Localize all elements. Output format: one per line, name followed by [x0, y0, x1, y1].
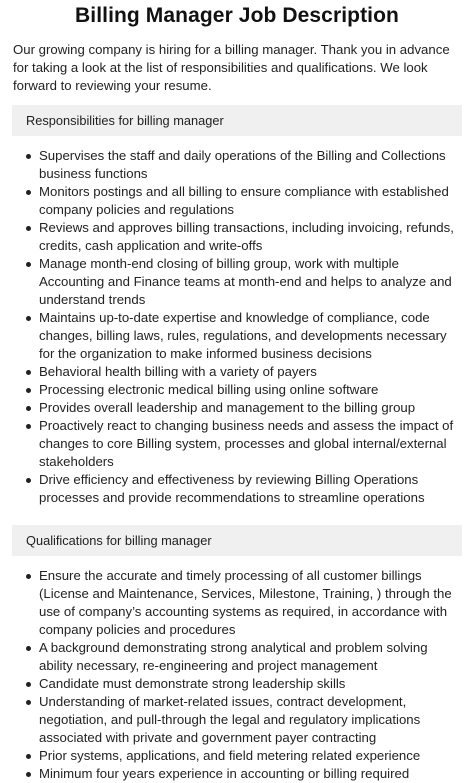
- page-title: Billing Manager Job Description: [75, 4, 399, 27]
- list-item: Minimum four years experience in accounting or billing required: [12, 765, 462, 783]
- list-item: Behavioral health billing with a variety of payers: [12, 363, 462, 381]
- responsibilities-list: [12, 147, 462, 507]
- list-item: Monitors postings and all billing to ensure compliance with established company policies and regulations: [12, 183, 462, 219]
- list-item: Supervises the staff and daily operations of the Billing and Collections business functions: [12, 147, 462, 183]
- list-item: Manage month-end closing of billing group, work with multiple Accounting and Finance teams at month-end and helps to analyze and understand trends: [12, 255, 462, 309]
- qualifications-heading: Qualifications for billing manager: [12, 525, 462, 556]
- list-item: Proactively react to changing business needs and assess the impact of changes to core Billing system, processes and global internal/external stakeholders: [12, 417, 462, 471]
- responsibilities-heading: Responsibilities for billing manager: [12, 105, 462, 136]
- list-item: Prior systems, applications, and field metering related experience: [12, 747, 462, 765]
- list-item: A background demonstrating strong analytical and problem solving ability necessary, re-engineering and project management: [12, 639, 462, 675]
- list-item: Processing electronic medical billing using online software: [12, 381, 462, 399]
- list-item: Provides overall leadership and management to the billing group: [12, 399, 462, 417]
- list-item: Ensure the accurate and timely processing of all customer billings (License and Maintenance, Services, Milestone, Training, ) through the use of company’s accounting systems as required, in accordance with company policies and procedures: [12, 567, 462, 639]
- intro-paragraph: Our growing company is hiring for a billing manager. Thank you in advance for taking a look at the list of responsibilities and qualifications. We look forward to reviewing your resume.: [13, 42, 450, 93]
- list-item: Understanding of market-related issues, contract development, negotiation, and pull-through the legal and regulatory implications associated with private and government payer contracting: [12, 693, 462, 747]
- list-item: Maintains up-to-date expertise and knowledge of compliance, code changes, billing laws, rules, regulations, and developments necessary for the organization to make informed business decisions: [12, 309, 462, 363]
- qualifications-list: [12, 567, 462, 783]
- list-item: Drive efficiency and effectiveness by reviewing Billing Operations processes and provide recommendations to streamline operations: [12, 471, 462, 507]
- list-item: Reviews and approves billing transactions, including invoicing, refunds, credits, cash application and write-offs: [12, 219, 462, 255]
- list-item: Candidate must demonstrate strong leadership skills: [12, 675, 462, 693]
